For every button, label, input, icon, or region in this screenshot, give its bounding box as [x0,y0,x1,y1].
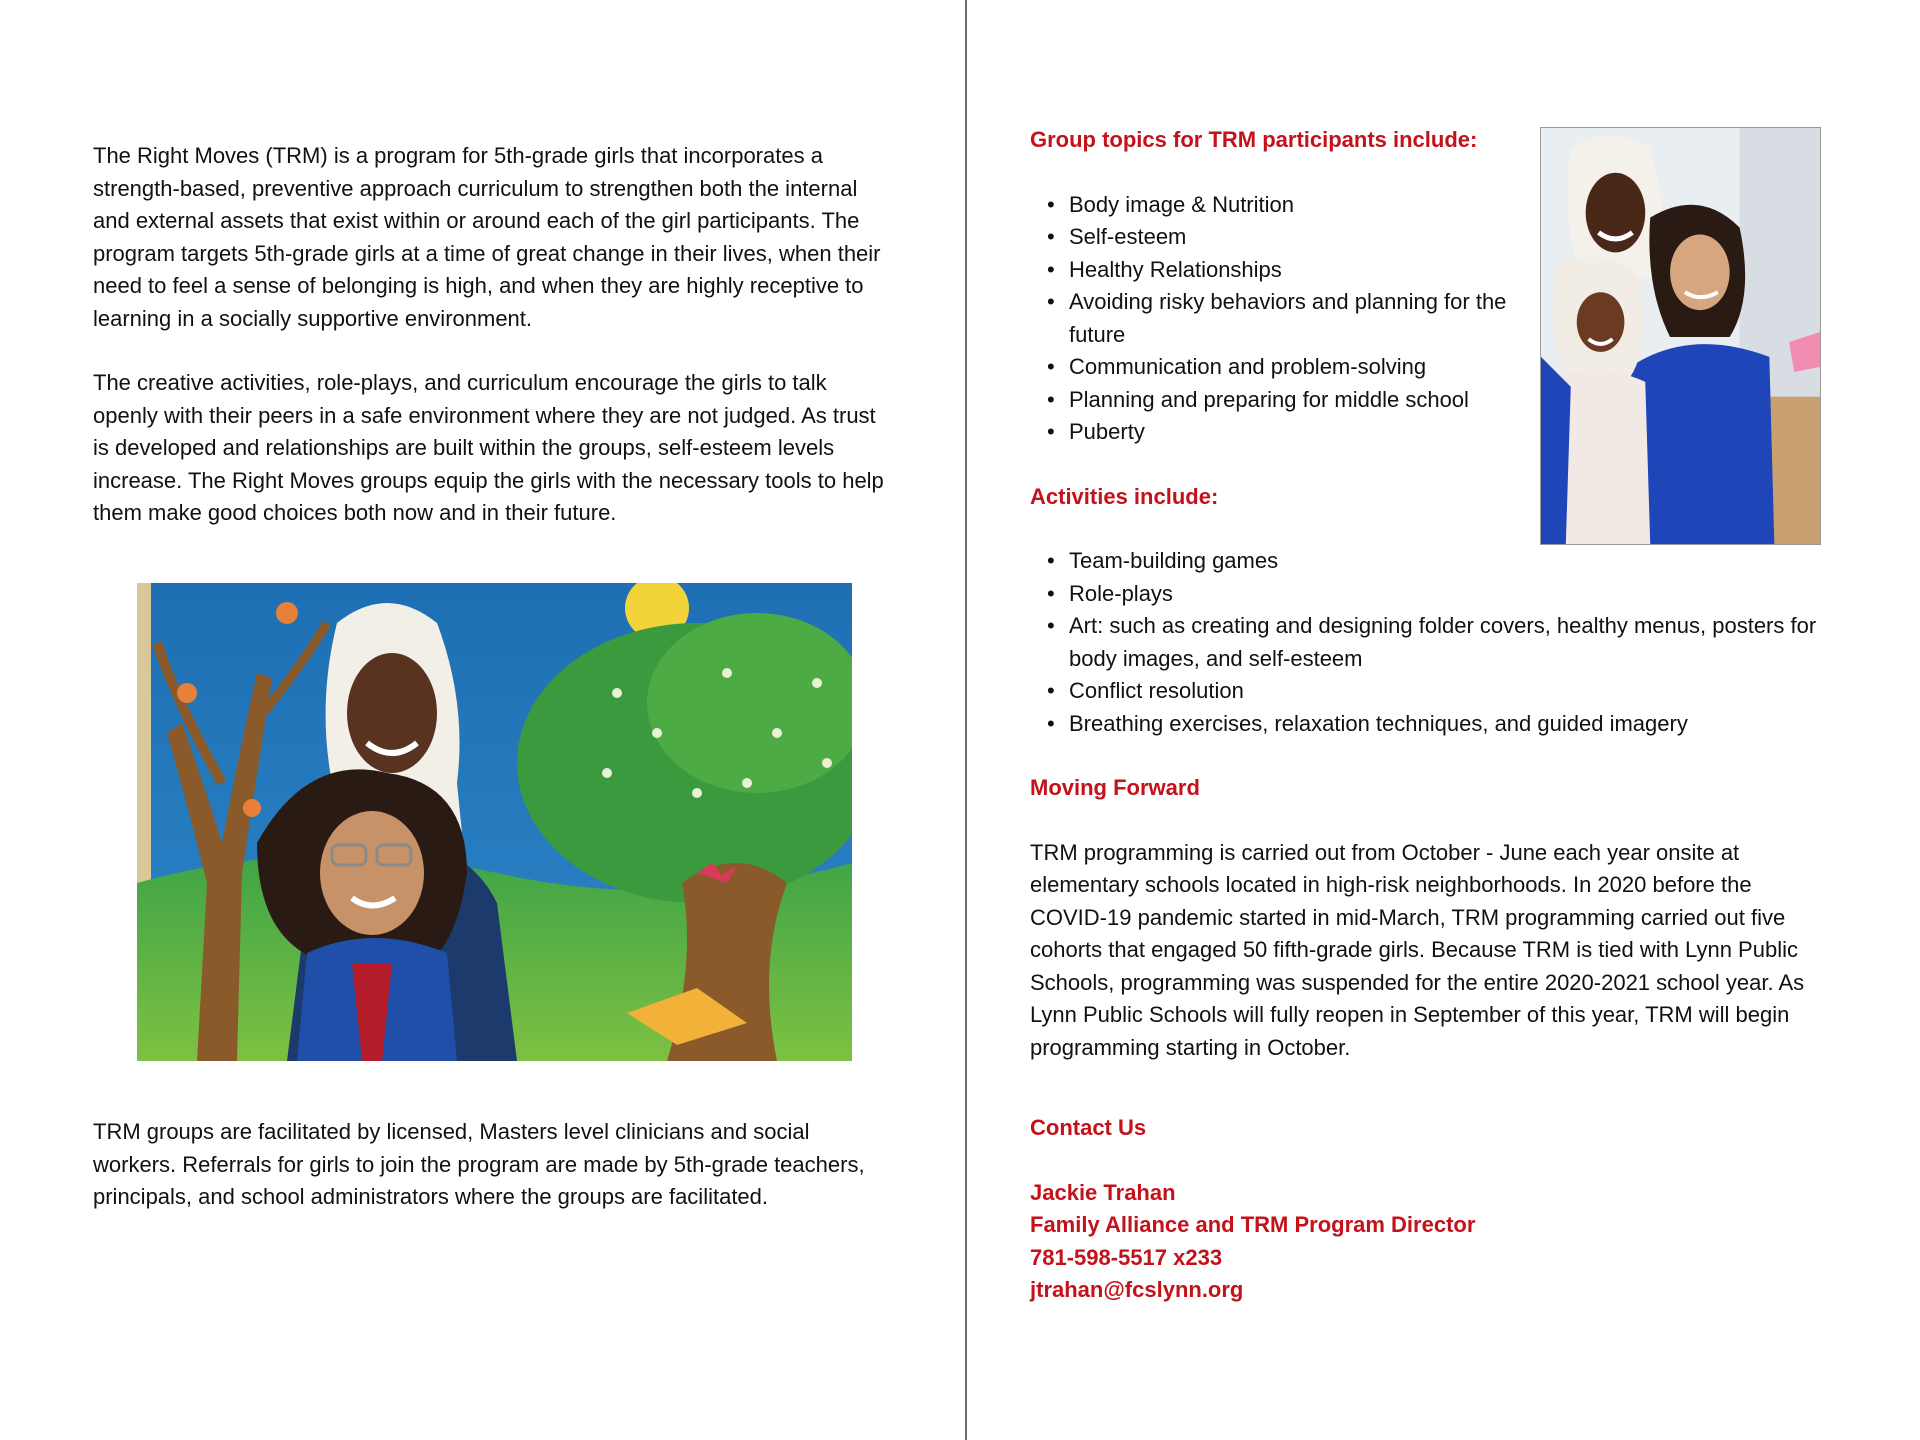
list-item: • Puberty [1030,416,1530,449]
list-item: • Team-building games [1030,545,1830,578]
left-page-intro [93,140,893,530]
list-item: • Role-plays [1030,578,1830,611]
list-item: • Self-esteem [1030,221,1530,254]
contact-name: Jackie Trahan [1030,1179,1176,1205]
list-item: • Art: such as creating and designing folder covers, healthy menus, posters for body images, and self-esteem [1030,610,1830,675]
contact-email[interactable]: jtrahan@fcslynn.org [1030,1277,1244,1302]
page-divider [965,0,967,1440]
list-item: • Communication and problem-solving [1030,351,1530,384]
activities-heading: Activities include: [1030,483,1219,509]
facilitation-paragraph: TRM groups are facilitated by licensed, Masters level clinicians and social workers. Referrals for girls to join the program are made by 5th-grade teachers, principals, and school administrators where the groups are facilitated. [93,1119,865,1209]
topics-list [1030,189,1530,449]
moving-forward-heading: Moving Forward [1030,775,1200,800]
contact-phone: 781-598-5517 x233 [1030,1244,1223,1270]
activities-list [1030,545,1830,740]
intro-paragraph: The Right Moves (TRM) is a program for 5th-grade girls that incorporates a strength-based, preventive approach curriculum to strengthen both the internal and external assets that exist within or around each of the girl participants. The program targets 5th-grade girls at a time of great change in their lives, when their need to feel a sense of belonging is high, and when they are highly receptive to learning in a socially supportive environment. [93,143,881,331]
girls-hugging-photo [1540,127,1821,545]
list-item: • Body image & Nutrition [1030,189,1530,222]
facilitation-block [93,1116,883,1214]
topics-heading: Group topics for TRM participants include: [1030,127,1478,152]
girls-mural-photo [137,583,852,1061]
list-item: • Healthy Relationships [1030,254,1530,287]
contact-heading: Contact Us [1030,1115,1147,1140]
list-item: • Breathing exercises, relaxation techniques, and guided imagery [1030,708,1830,741]
contact-block [1030,1177,1830,1307]
list-item: • Conflict resolution [1030,675,1830,708]
moving-forward-paragraph: TRM programming is carried out from October - June each year onsite at elementary schools located in high-risk neighborhoods. In 2020 before the COVID-19 pandemic started in mid-March, TRM programming carried out five cohorts that engaged 50 fifth-grade girls. Because TRM is tied with Lynn Public Schools, programming was suspended for the entire 2020-2021 school year. As Lynn Public Schools will fully reopen in September of this year, TRM will begin programming starting in October. [1030,839,1805,1060]
list-item: • Planning and preparing for middle school [1030,384,1530,417]
contact-title: Family Alliance and TRM Program Director [1030,1212,1476,1237]
list-item: • Avoiding risky behaviors and planning for the future [1030,286,1530,351]
activities-paragraph: The creative activities, role-plays, and curriculum encourage the girls to talk openly with their peers in a safe environment where they are not judged. As trust is developed and relationships are built within the groups, self-esteem levels increase. The Right Moves groups equip the girls with the necessary tools to help them make good choices both now and in their future. [93,370,884,525]
